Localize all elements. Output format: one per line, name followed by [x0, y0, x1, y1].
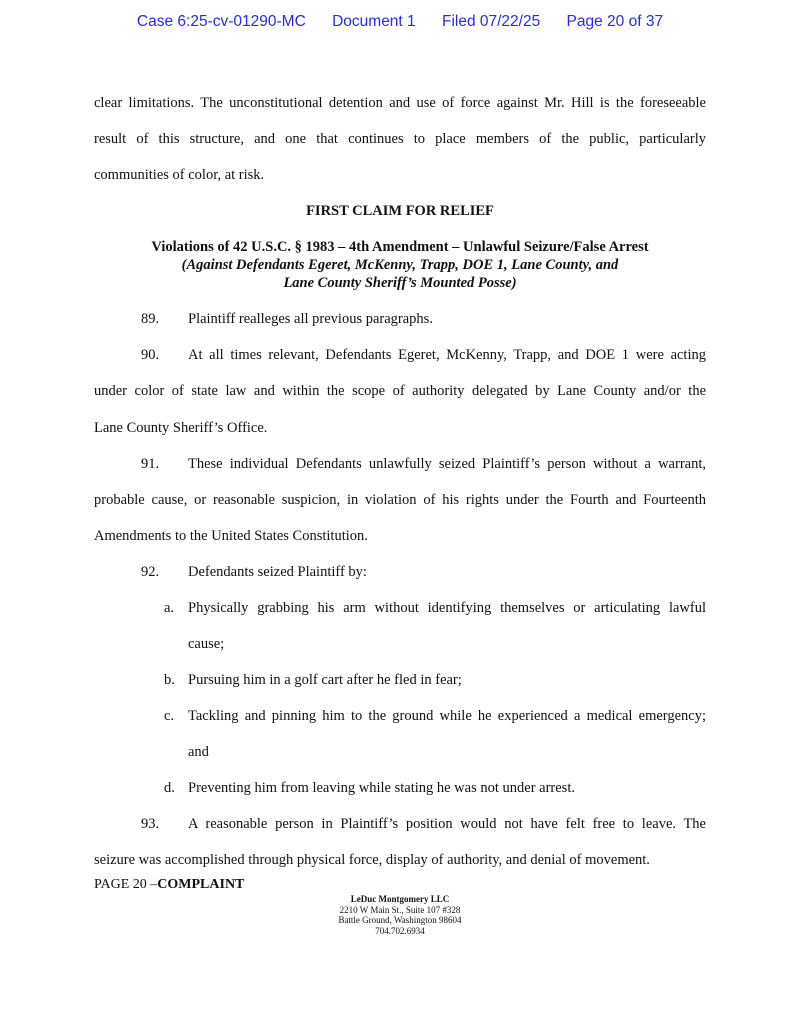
paragraph-89-text: Plaintiff realleges all previous paragraphs.: [188, 311, 433, 327]
list-item-c-line-2: and: [188, 744, 209, 760]
paragraph-91-line-1: These individual Defendants unlawfully seized Plaintiff’s person without a warrant,: [188, 456, 706, 472]
list-item-b: Pursuing him in a golf cart after he fled in fear;: [188, 672, 462, 688]
claim-subtitle: Violations of 42 U.S.C. § 1983 – 4th Amendment – Unlawful Seizure/False Arrest: [151, 239, 649, 255]
firm-name: LeDuc Montgomery LLC: [350, 894, 450, 904]
claim-defendants-line-1: (Against Defendants Egeret, McKenny, Trapp, DOE 1, Lane County, and: [181, 257, 619, 273]
paragraph-number: 89.: [141, 311, 160, 327]
footer-document-title: COMPLAINT: [157, 877, 245, 892]
page-indicator: Page 20 of 37: [566, 13, 664, 30]
paragraph-number: 93.: [141, 816, 160, 832]
paragraph-90-line-3: Lane County Sheriff’s Office.: [94, 420, 268, 436]
paragraph-number: 90.: [141, 347, 160, 363]
paragraph-93-line-1: A reasonable person in Plaintiff’s position would not have felt free to leave. The: [188, 816, 706, 832]
firm-address-line-2: Battle Ground, Washington 98604: [338, 915, 462, 925]
paragraph-90-line-1: At all times relevant, Defendants Egeret, McKenny, Trapp, and DOE 1 were acting: [188, 347, 706, 363]
footer-page-number: PAGE 20 –: [94, 877, 158, 892]
intro-line-1: clear limitations. The unconstitutional detention and use of force against Mr. Hill is the foreseeable: [94, 95, 706, 111]
paragraph-91-line-3: Amendments to the United States Constitution.: [94, 528, 368, 544]
firm-phone: 704.702.6934: [375, 925, 425, 936]
intro-line-2: result of this structure, and one that continues to place members of the public, particularly: [94, 131, 706, 147]
list-letter: b.: [164, 672, 175, 688]
document-number: Document 1: [332, 13, 416, 30]
filed-date: Filed 07/22/25: [441, 13, 541, 30]
page-footer-label: [94, 877, 244, 893]
list-letter: d.: [164, 780, 175, 796]
list-letter: a.: [164, 600, 175, 616]
list-item-d: Preventing him from leaving while stating he was not under arrest.: [188, 780, 575, 796]
list-item-a-line-2: cause;: [188, 636, 225, 652]
list-item-c-line-1: Tackling and pinning him to the ground while he experienced a medical emergency;: [188, 708, 706, 724]
firm-address-line-1: 2210 W Main St., Suite 107 #328: [339, 904, 461, 915]
paragraph-90-line-2: under color of state law and within the scope of authority delegated by Lane County and/or the: [94, 383, 706, 399]
list-item-a-line-1: Physically grabbing his arm without identifying themselves or articulating lawful: [188, 600, 706, 616]
paragraph-93-line-2: seizure was accomplished through physical force, display of authority, and denial of movement.: [94, 852, 650, 868]
claim-defendants-line-2: Lane County Sheriff’s Mounted Posse): [283, 275, 517, 291]
paragraph-92-text: Defendants seized Plaintiff by:: [188, 564, 367, 580]
case-header: [0, 13, 800, 31]
paragraph-number: 92.: [141, 564, 160, 580]
claim-title: FIRST CLAIM FOR RELIEF: [306, 203, 494, 219]
paragraph-91-line-2: probable cause, or reasonable suspicion, in violation of his rights under the Fourth and Fourteenth: [94, 492, 706, 508]
list-letter: c.: [164, 708, 175, 724]
paragraph-number: 91.: [141, 456, 160, 472]
case-number: Case 6:25-cv-01290-MC: [136, 13, 306, 30]
firm-block: [0, 894, 800, 936]
intro-line-3: communities of color, at risk.: [94, 167, 265, 183]
